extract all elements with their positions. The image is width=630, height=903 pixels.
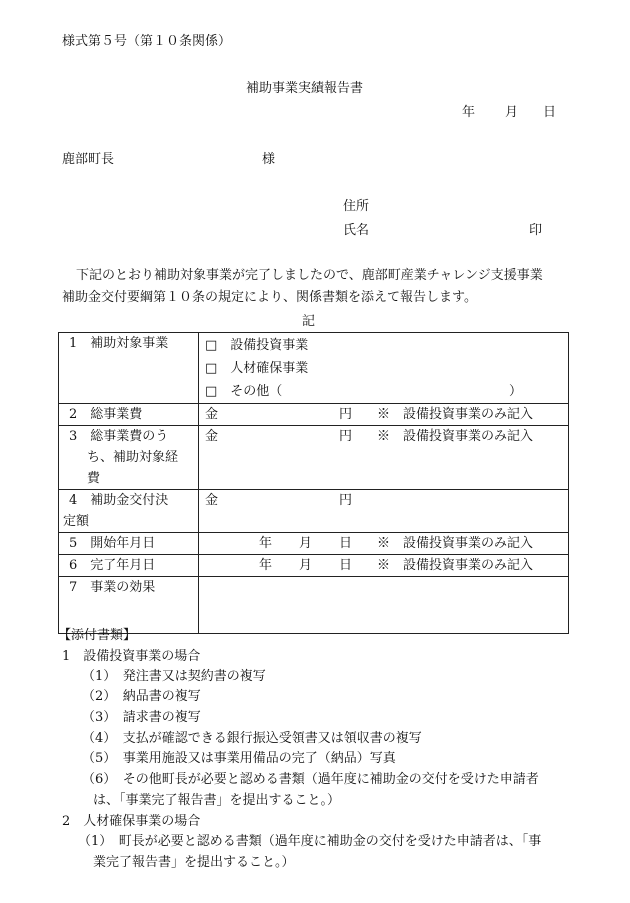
report-table bbox=[58, 332, 569, 634]
month-label: 月 bbox=[299, 558, 313, 573]
yen-label: 円 bbox=[339, 407, 353, 422]
kin-label: 金 bbox=[205, 407, 219, 422]
table-row-total bbox=[59, 404, 569, 426]
attachments-sec2-title: 2 人材確保事業の場合 bbox=[62, 814, 201, 829]
ki-heading: 記 bbox=[302, 314, 316, 329]
value-cell bbox=[199, 533, 569, 555]
value-cell bbox=[199, 333, 569, 404]
addressee-honorific: 様 bbox=[262, 152, 276, 167]
attachment-item: （6） その他町長が必要と認める書類（過年度に補助金の交付を受けた申請者 bbox=[82, 772, 539, 787]
label-cell bbox=[59, 577, 199, 634]
seal-mark: 印 bbox=[529, 223, 543, 238]
attachment-item: （2） 納品書の複写 bbox=[82, 689, 201, 704]
option-staff[interactable]: □ 人材確保事業 bbox=[205, 361, 309, 376]
note-text: ※ 設備投資事業のみ記入 bbox=[377, 558, 534, 573]
row-label: 5 開始年月日 bbox=[69, 536, 156, 551]
attachments-sec1-title: 1 設備投資事業の場合 bbox=[62, 649, 201, 664]
address-label: 住所 bbox=[343, 199, 370, 214]
month-label: 月 bbox=[299, 536, 313, 551]
label-cell bbox=[59, 404, 199, 426]
note-text: ※ 設備投資事業のみ記入 bbox=[377, 429, 534, 444]
attachment-item-cont: 業完了報告書」を提出すること。） bbox=[93, 855, 295, 870]
month-label: 月 bbox=[505, 105, 519, 120]
attachments-header: 【添付書類】 bbox=[58, 628, 137, 643]
row-label-line: 3 総事業費のう bbox=[69, 429, 169, 444]
row-label: 2 総事業費 bbox=[69, 407, 143, 422]
row-label: 1 補助対象事業 bbox=[69, 336, 169, 351]
row-label-line: 定額 bbox=[63, 514, 90, 529]
value-cell bbox=[199, 404, 569, 426]
year-label: 年 bbox=[462, 105, 476, 120]
form-number: 様式第５号（第１０条関係） bbox=[62, 34, 232, 49]
attachment-item: （4） 支払が確認できる銀行振込受領書又は領収書の複写 bbox=[82, 731, 422, 746]
effect-input-cell[interactable] bbox=[199, 577, 569, 634]
label-cell bbox=[59, 533, 199, 555]
row-label-line: ち、補助対象経 bbox=[87, 450, 179, 465]
kin-label: 金 bbox=[205, 429, 219, 444]
addressee-name: 鹿部町長 bbox=[62, 152, 115, 167]
day-label: 日 bbox=[339, 558, 353, 573]
note-text: ※ 設備投資事業のみ記入 bbox=[377, 536, 534, 551]
attachment-item: （3） 請求書の複写 bbox=[82, 710, 201, 725]
row-label-line: 費 bbox=[87, 471, 101, 486]
value-cell bbox=[199, 555, 569, 577]
label-cell bbox=[59, 333, 199, 404]
attachment-item: （5） 事業用施設又は事業用備品の完了（納品）写真 bbox=[82, 751, 396, 766]
label-cell bbox=[59, 490, 199, 533]
yen-label: 円 bbox=[339, 429, 353, 444]
table-row-end bbox=[59, 555, 569, 577]
row-label: 7 事業の効果 bbox=[69, 580, 156, 595]
label-cell bbox=[59, 555, 199, 577]
label-cell bbox=[59, 426, 199, 490]
attachment-item: （1） 発注書又は契約書の複写 bbox=[82, 669, 266, 684]
row-label: 6 完了年月日 bbox=[69, 558, 156, 573]
option-equipment[interactable]: □ 設備投資事業 bbox=[205, 338, 309, 353]
kin-label: 金 bbox=[205, 493, 219, 508]
note-text: ※ 設備投資事業のみ記入 bbox=[377, 407, 534, 422]
value-cell bbox=[199, 490, 569, 533]
yen-label: 円 bbox=[339, 493, 353, 508]
table-row-start bbox=[59, 533, 569, 555]
year-label: 年 bbox=[259, 558, 273, 573]
option-other[interactable]: □ その他（ bbox=[205, 384, 283, 399]
year-label: 年 bbox=[259, 536, 273, 551]
table-row-eligible bbox=[59, 426, 569, 490]
name-label: 氏名 bbox=[343, 223, 370, 238]
day-label: 日 bbox=[339, 536, 353, 551]
table-row-target bbox=[59, 333, 569, 404]
row-label-line: 4 補助金交付決 bbox=[69, 493, 169, 508]
day-label: 日 bbox=[543, 105, 557, 120]
attachment-item-cont: は、「事業完了報告書」を提出すること。） bbox=[93, 793, 341, 808]
table-row-grant bbox=[59, 490, 569, 533]
body-line-2: 補助金交付要綱第１０条の規定により、関係書類を添えて報告します。 bbox=[62, 290, 477, 305]
table-row-effect bbox=[59, 577, 569, 634]
value-cell bbox=[199, 426, 569, 490]
option-other-close: ） bbox=[509, 384, 523, 399]
attachment-item: （1） 町長が必要と認める書類（過年度に補助金の交付を受けた申請者は、「事 bbox=[78, 834, 542, 849]
body-line-1: 下記のとおり補助対象事業が完了しましたので、鹿部町産業チャレンジ支援事業 bbox=[76, 268, 543, 283]
document-title: 補助事業実績報告書 bbox=[246, 81, 364, 96]
